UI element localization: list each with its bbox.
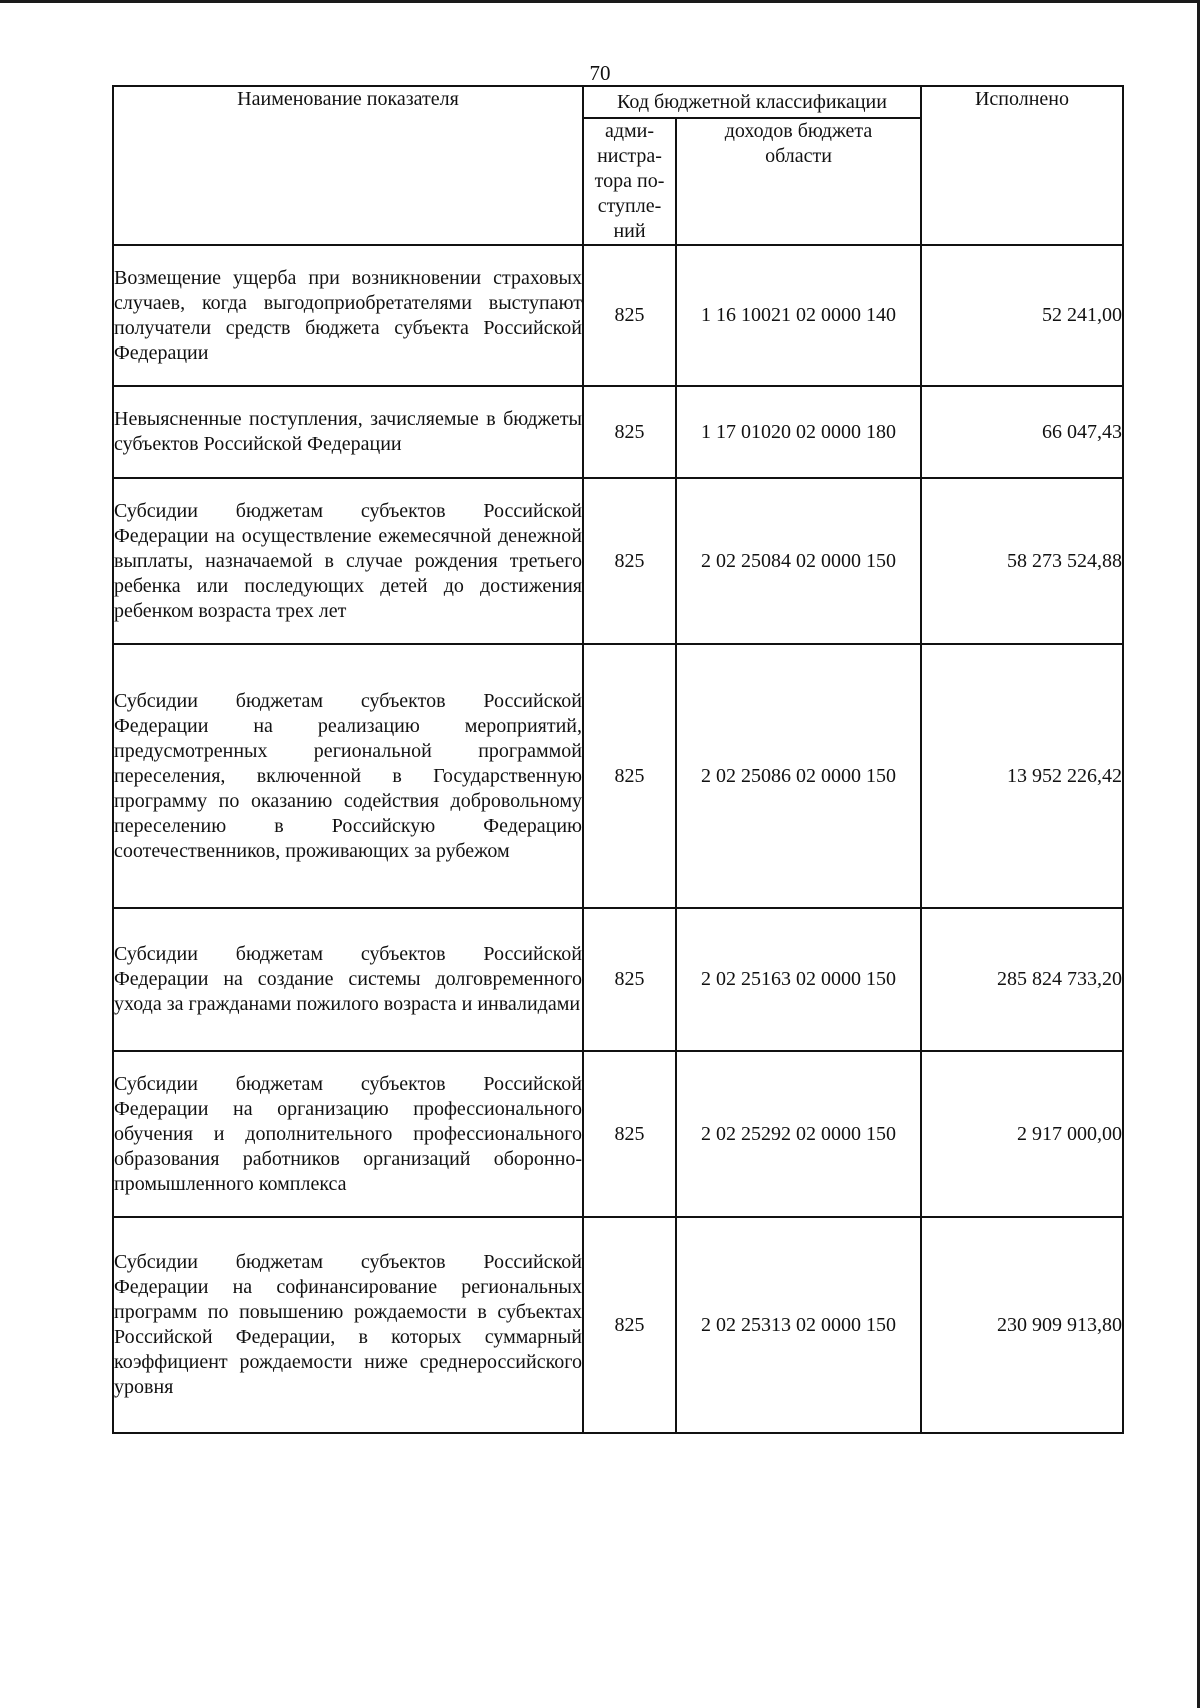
- table-row: [113, 245, 1123, 386]
- row-name: Субсидии бюджетам субъектов Российской Федерации на реализацию мероприятий, предусмотренных региональной программой переселения, включенной в Государственную программу по оказанию содействия добровольному переселению в Российскую Федерацию соотечественников, проживающих за рубежом: [113, 644, 583, 908]
- table-row: [113, 1217, 1123, 1433]
- row-admin-code: 825: [583, 245, 676, 386]
- table-header: [113, 86, 1123, 245]
- table-row: [113, 644, 1123, 908]
- row-amount: 66 047,43: [921, 386, 1123, 478]
- row-name: Субсидии бюджетам субъектов Российской Федерации на создание системы долговременного ухода за гражданами пожилого возраста и инвалидами: [113, 908, 583, 1051]
- header-admin-line: ний: [613, 220, 646, 242]
- row-admin-code: 825: [583, 644, 676, 908]
- budget-table: [112, 85, 1124, 1434]
- header-admin-line: адми-: [604, 120, 655, 142]
- row-name: Субсидии бюджетам субъектов Российской Федерации на софинансирование региональных программ по повышению рождаемости в субъектах Российской Федерации, в которых суммарный коэффициент рождаемости ниже среднероссийского уровня: [113, 1217, 583, 1433]
- table-row: [113, 1051, 1123, 1217]
- header-income: [676, 118, 921, 245]
- row-name: Субсидии бюджетам субъектов Российской Федерации на осуществление ежемесячной денежной выплаты, назначаемой в случае рождения третьего ребенка или последующих детей до достижения ребенком возраста трех лет: [113, 478, 583, 644]
- row-name: Субсидии бюджетам субъектов Российской Федерации на организацию профессионального обучения и дополнительного профессионального образования работников организаций оборонно-промышленного комплекса: [113, 1051, 583, 1217]
- header-row-top: [113, 86, 1123, 118]
- scan-edge-top: [0, 0, 1200, 3]
- header-admin-line: тора по-: [594, 170, 665, 192]
- row-admin-code: 825: [583, 386, 676, 478]
- row-name: Возмещение ущерба при возникновении страховых случаев, когда выгодоприобретателями выступают получатели средств бюджета субъекта Российской Федерации: [113, 245, 583, 386]
- header-admin-line: ступле-: [597, 195, 662, 217]
- row-income-code: 1 17 01020 02 0000 180: [676, 386, 921, 478]
- row-income-code: 2 02 25313 02 0000 150: [676, 1217, 921, 1433]
- header-code-group: Код бюджетной классификации: [583, 86, 921, 118]
- header-executed: Исполнено: [921, 86, 1123, 245]
- row-amount: 13 952 226,42: [921, 644, 1123, 908]
- row-name: Невыясненные поступления, зачисляемые в бюджеты субъектов Российской Федерации: [113, 386, 583, 478]
- row-admin-code: 825: [583, 1217, 676, 1433]
- row-amount: 285 824 733,20: [921, 908, 1123, 1051]
- row-income-code: 2 02 25084 02 0000 150: [676, 478, 921, 644]
- row-admin-code: 825: [583, 908, 676, 1051]
- row-income-code: 2 02 25292 02 0000 150: [676, 1051, 921, 1217]
- row-amount: 2 917 000,00: [921, 1051, 1123, 1217]
- table-row: [113, 908, 1123, 1051]
- header-name: Наименование показателя: [113, 86, 583, 245]
- table-body: [113, 245, 1123, 1433]
- row-amount: 230 909 913,80: [921, 1217, 1123, 1433]
- row-amount: 52 241,00: [921, 245, 1123, 386]
- row-income-code: 2 02 25163 02 0000 150: [676, 908, 921, 1051]
- header-admin-line: нистра-: [597, 145, 662, 167]
- row-income-code: 2 02 25086 02 0000 150: [676, 644, 921, 908]
- row-admin-code: 825: [583, 478, 676, 644]
- row-admin-code: 825: [583, 1051, 676, 1217]
- table-row: [113, 478, 1123, 644]
- row-income-code: 1 16 10021 02 0000 140: [676, 245, 921, 386]
- page-number: 70: [589, 61, 611, 85]
- row-amount: 58 273 524,88: [921, 478, 1123, 644]
- header-admin: [583, 118, 676, 245]
- table-row: [113, 386, 1123, 478]
- header-income-line: области: [765, 145, 832, 167]
- header-income-line: доходов бюджета: [724, 120, 873, 142]
